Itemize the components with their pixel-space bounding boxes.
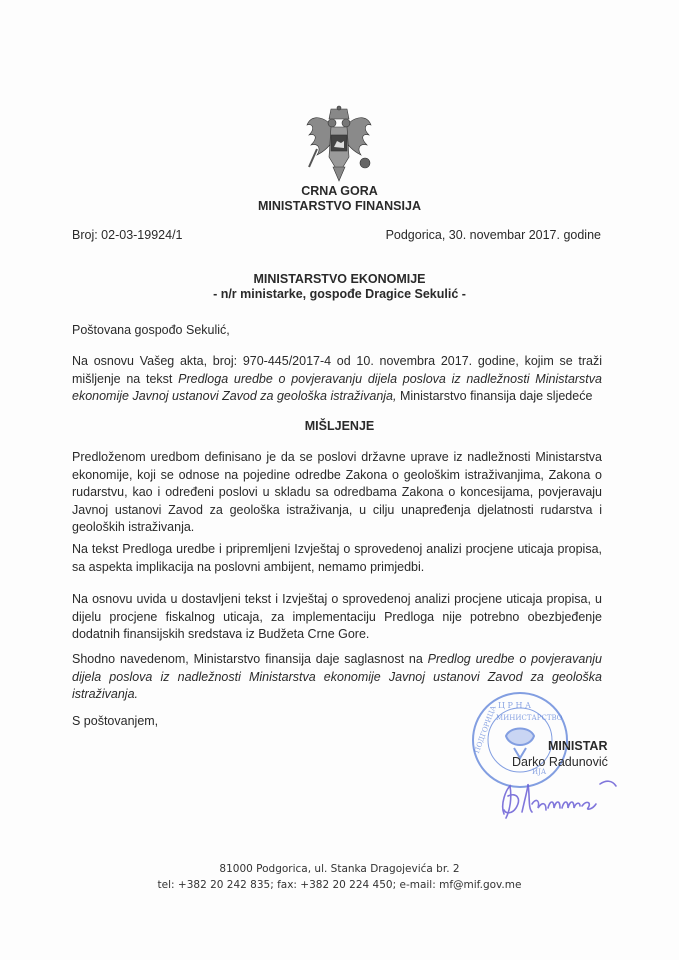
footer-contact: tel: +382 20 242 835; fax: +382 20 224 450; e-mail: mf@mif.gov.me <box>157 879 522 891</box>
intro-text-italic: Predloga uredbe o povjeravanju dijela poslova iz nadležnosti Ministarstva ekonomije Javnoj ustanovi Zavod za geološka istraživanja, <box>72 371 602 403</box>
reference-number: Broj: 02-03-19924/1 <box>72 228 183 242</box>
handwritten-signature-icon <box>492 774 632 824</box>
intro-paragraph <box>72 353 602 406</box>
paragraph-3: Na osnovu uvida u dostavljeni tekst i Izvještaj o sprovedenoj analizi procjene uticaja propisa, u dijelu procjene fiskalnog uticaja, za implementaciju Predloga nije potrebno obezbjeđenje dodatnih finansijskih sredstava iz Budžeta Crne Gore. <box>72 592 602 641</box>
closing: S poštovanjem, <box>72 714 159 728</box>
coat-of-arms-icon <box>303 105 375 183</box>
conclusion-text-italic: Predlog uredbe o povjeravanju dijela poslova iz nadležnosti Ministarstva ekonomije Javnoj ustanovi Zavod za geološka istraživanja. <box>72 652 603 701</box>
recipient-attention: - n/r ministarke, gospođe Dragice Sekulić - <box>213 287 466 301</box>
place-date: Podgorica, 30. novembar 2017. godine <box>385 228 601 242</box>
svg-text:ПОДГОРИЦА: ПОДГОРИЦА <box>472 704 498 755</box>
intro-text-1: Na osnovu Vašeg akta, broj: 970-445/2017-4 od 10. novembra 2017. godine, kojim se traži mišljenje na tekst <box>72 354 602 386</box>
svg-text:МИНИСТАРСТВО: МИНИСТАРСТВО <box>496 714 563 722</box>
svg-text:Ц Р Н А: Ц Р Н А <box>498 701 532 710</box>
salutation: Poštovana gospođo Sekulić, <box>72 323 230 337</box>
signatory-title: MINISTAR <box>548 739 608 753</box>
recipient-institution: MINISTARSTVO EKONOMIJE <box>253 272 426 286</box>
paragraph-2: Na tekst Predloga uredbe i pripremljeni Izvještaj o sprovedenoj analizi procjene uticaja propisa, sa aspekta implikacija na poslovni ambijent, nemamo primjedbi. <box>72 542 602 574</box>
ministry-name: MINISTARSTVO FINANSIJA <box>258 199 421 213</box>
country-name: CRNA GORA <box>301 184 378 198</box>
svg-text:ИЈА: ИЈА <box>532 768 547 776</box>
footer-address: 81000 Podgorica, ul. Stanka Dragojevića br. 2 <box>219 863 460 875</box>
signatory-name: Darko Radunović <box>512 755 608 769</box>
paragraph-1: Predloženom uredbom definisano je da se poslovi državne uprave iz nadležnosti Ministarstva ekonomije, koji se odnose na pojedine odredbe Zakona o geološkim istraživanjima, Zakona o rudarstvu, kao i određeni poslovi u skladu sa odredbama Zakona o koncesijama, povjeravaju Javnoj ustanovi Zavod za geološka istraživanja, u cilju unapređenja djelatnosti rudarstva i geoloških istraživanja. <box>72 450 602 534</box>
section-title: MIŠLJENJE <box>304 419 375 433</box>
conclusion-text: Shodno navedenom, Ministarstvo finansija daje saglasnost na <box>72 652 428 666</box>
intro-text-2: Ministarstvo finansija daje sljedeće <box>396 389 593 403</box>
